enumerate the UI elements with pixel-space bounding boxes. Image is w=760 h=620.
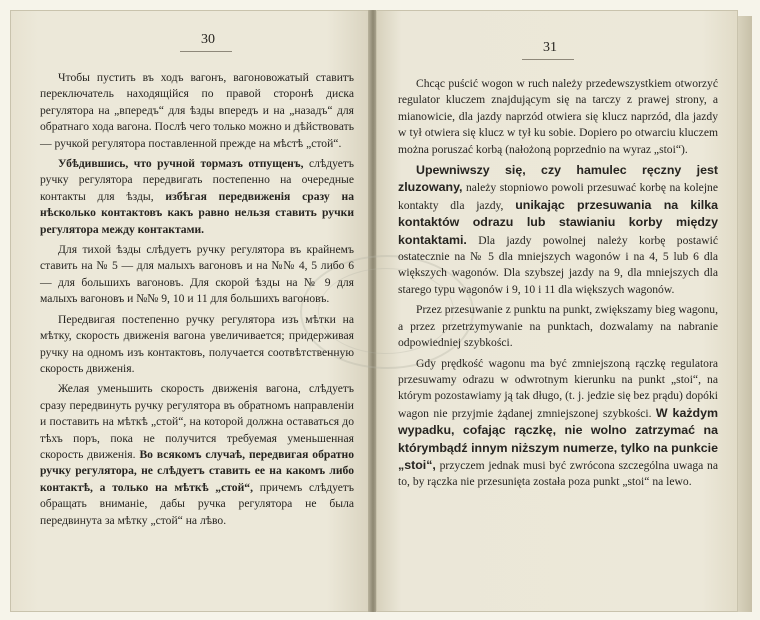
- left-paragraph-1: Чтобы пустить въ ходъ вагонъ, вагоновожатый ставитъ переключатель находящійся по правой сторонѣ диска регулятора на „впередъ“ для ѣзды впередъ и на „назадъ“ для обратнаго хода вагона. Послѣ чего только можно и дѣйствовать — ручкой регулятора поставленной прежде на мѣстѣ „стой“.: [40, 71, 354, 150]
- left-paragraph-3: Для тихой ѣзды слѣдуетъ ручку регулятора въ крайнемъ ставить на № 5 — для малыхъ вагоновъ и на №№ 4, 5 либо 6 — для большихъ вагоновъ. Для скорой ѣзды на № 9 для малыхъ вагоновъ и №№ 9, 10 и 11 для большихъ вагоновъ.: [40, 243, 354, 306]
- right-p4-start: Gdy prędkość wagonu ma być zmniejszoną rączkę regulatora przesuwamy odrazu w odwrotnym kierunku na punkt „stoi“, na którym pozostawiamy ją tak długo, (t. j. jedzie się bez prądu) dopóki wagon nie przyjmie żądanej zmniejszonej szybkości.: [398, 356, 718, 420]
- right-page-number: 31: [543, 40, 557, 55]
- right-paragraph-3: Przez przesuwanie z punktu na punkt, zwiększamy bieg wagonu, a przez przetrzymywanie na punktach, dozwalamy na nabranie odpowiedniej szybkości.: [398, 303, 718, 350]
- left-page-text: [40, 70, 354, 533]
- left-p5-bold: Во всякомъ случаѣ, передвигая обратно ручку регулятора, не слѣдуетъ ставить ее на какомъ либо контактѣ, а только на мѣткѣ „стой“,: [40, 447, 354, 494]
- right-paragraph-1: Chcąc puścić wogon w ruch należy przedewszystkiem otworzyć regulator kluczem znajdującym się na tarczy z prawej strony, a mianowicie, dla jazdy naprzód otwiera się klucz naprzód, dla jazdy w tył otwiera się klucz w tył ku sobie. Dopiero po otwarciu kluczem można poruszać korbą (nałożoną poprzednio na wyraz „stoi“).: [398, 77, 718, 156]
- left-paragraph-5: [40, 381, 354, 529]
- left-page-number-rule: [180, 51, 232, 52]
- right-p2-bold-start: Upewniwszy się, czy hamulec ręczny jest zluzowany,: [398, 163, 718, 195]
- left-page-number: 30: [201, 32, 215, 47]
- left-paragraph-4: Передвигая постепенно ручку регулятора изъ мѣтки на мѣтку, скорость движенія вагона увеличивается; придерживая ручку на одномъ изъ контактовъ, получается соотвѣтственную скорость движенія.: [40, 312, 354, 375]
- right-page-number-rule: [522, 59, 574, 60]
- left-p2-bold-start: Убѣдившись, что ручной тормазъ отпущенъ,: [58, 157, 304, 171]
- right-p4-bold: W każdym wypadku, cofając rączkę, nie wolno zatrzymać na którymbądź innym niższym numerze, tylko na punkcie „stoi“,: [398, 405, 719, 472]
- right-page-text: [398, 76, 718, 495]
- right-paragraph-4: [398, 356, 718, 491]
- left-p2-mid: слѣдуетъ ручку регулятора передвигать постепенно на очередные контакты для ѣзды,: [40, 157, 354, 203]
- right-p2-tail: Dla jazdy powolnej należy korbę postawić ostatecznie na № 5 dla mniejszych wagonów i na 4, 5 lub 6 dla większych wagonów. Dla szybszej jazdy na 9, dla mniejszych dla starego typu wagonów i 9, 10 i 11 dla większych wagonów.: [398, 233, 718, 296]
- left-p5-end: причемъ слѣдуетъ обращать вниманіе, дабы ручка регулятора не была передвинута за мѣтку „стой“ на лѣво.: [40, 480, 354, 527]
- page-stack-edge: [738, 16, 752, 612]
- left-paragraph-2: [40, 156, 354, 238]
- left-p2-bold-end: избѣгая передвиженія сразу на нѣсколько контактовъ какъ равно нельзя ставить ручки регулятора между контактами.: [40, 189, 354, 236]
- right-p2-bold-end: unikając przesuwania na kilka kontaktów odrazu lub stawianiu korby między kontaktami.: [398, 197, 718, 247]
- left-p5-start: Желая уменьшить скорость движенія вагона, слѣдуетъ сразу передвинуть ручку регулятора въ обратномъ направленіи и поставить на мѣткѣ „стой“, на которой должна оставаться до тѣхъ поръ, пока не получится требуемая уменьшенная скорость движенія.: [40, 382, 354, 461]
- right-p4-end: przyczem jednak musi być zwrócona szczególna uwaga na to, by rączka nie przesunięta została poza punkt „stoi“ na lewo.: [398, 458, 718, 489]
- right-p2-mid: należy stopniowo powoli przesuwać korbę na kolejne kontakty dla jazdy,: [398, 181, 718, 212]
- right-paragraph-2: [398, 162, 718, 298]
